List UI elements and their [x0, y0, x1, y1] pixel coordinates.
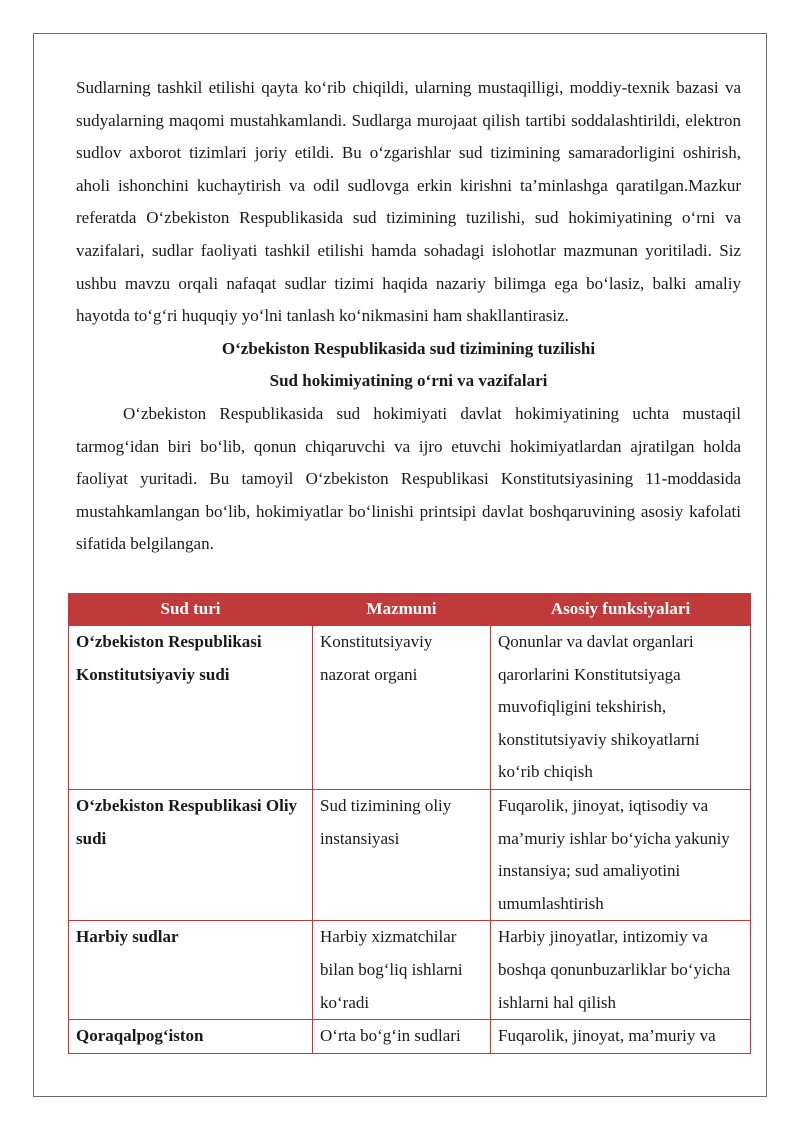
cell-court-type: O‘zbekiston Respublikasi Konstitutsiyaviy sudi	[69, 626, 313, 790]
cell-functions: Fuqarolik, jinoyat, iqtisodiy va ma’muriy ishlar bo‘yicha yakuniy instansiya; sud amaliyotini umumlashtirish	[491, 789, 751, 920]
body-paragraph: O‘zbekiston Respublikasida sud hokimiyati davlat hokimiyatining uchta mustaqil tarmog‘idan biri bo‘lib, qonun chiqaruvchi va ijro etuvchi hokimiyatlardan ajratilgan holda faoliyat yuritadi. Bu tamoyil O‘zbekiston Respublikasi Konstitutsiyasining 11-moddasida mustahkamlangan bo‘lib, hokimiyatlar bo‘linishi printsipi davlat boshqaruvining asosiy kafolati sifatida belgilangan.	[76, 403, 741, 554]
cell-functions: Qonunlar va davlat organlari qarorlarini Konstitutsiyaga muvofiqligini tekshirish, konstitutsiyaviy shikoyatlarni ko‘rib chiqish	[491, 626, 751, 790]
cell-content: Konstitutsiyaviy nazorat organi	[313, 626, 491, 790]
header-court-type: Sud turi	[69, 593, 313, 626]
table-header-row	[69, 593, 751, 626]
document-body	[76, 72, 741, 561]
intro-paragraph: Sudlarning tashkil etilishi qayta ko‘rib chiqildi, ularning mustaqilligi, moddiy-texnik bazasi va sudyalarning maqomi mustahkamlandi. Sudlarga murojaat qilish tartibi soddalashtirildi, elektron sudlov axborot tizimlari joriy etildi. Bu o‘zgarishlar sud tizimining samaradorligini oshirish, aholi ishonchini kuchaytirish va odil sudlovga erkin kirishni ta’minlashga qaratilgan.Mazkur referatda O‘zbekiston Respublikasida sud tizimining tuzilishi, sud hokimiyatining o‘rni va vazifalari, sudlar faoliyati tashkil etilishi hamda sohadagi islohotlar mazmunan yoritiladi. Siz ushbu mavzu orqali nafaqat sudlar tizimi haqida nazariy bilimga ega bo‘lasiz, balki amaliy hayotda to‘g‘ri huquqiy yo‘lni tanlash ko‘nikmasini ham shakllantirasiz.	[76, 78, 741, 326]
cell-functions: Harbiy jinoyatlar, intizomiy va boshqa qonunbuzarliklar bo‘yicha ishlarni hal qilish	[491, 921, 751, 1020]
court-types-table	[68, 593, 751, 1054]
cell-functions: Fuqarolik, jinoyat, ma’muriy va	[491, 1020, 751, 1054]
header-functions: Asosiy funksiyalari	[491, 593, 751, 626]
cell-content: O‘rta bo‘g‘in sudlari	[313, 1020, 491, 1054]
cell-court-type: Qoraqalpog‘iston	[69, 1020, 313, 1054]
cell-court-type: O‘zbekiston Respublikasi Oliy sudi	[69, 789, 313, 920]
table-row	[69, 921, 751, 1020]
section-heading: O‘zbekiston Respublikasida sud tizimining tuzilishi	[221, 338, 596, 358]
header-content: Mazmuni	[313, 593, 491, 626]
cell-court-type: Harbiy sudlar	[69, 921, 313, 1020]
subsection-heading: Sud hokimiyatining o‘rni va vazifalari	[269, 371, 548, 391]
table-row	[69, 1020, 751, 1054]
cell-content: Sud tizimining oliy instansiyasi	[313, 789, 491, 920]
table-row	[69, 626, 751, 790]
table-row	[69, 789, 751, 920]
cell-content: Harbiy xizmatchilar bilan bog‘liq ishlarni ko‘radi	[313, 921, 491, 1020]
